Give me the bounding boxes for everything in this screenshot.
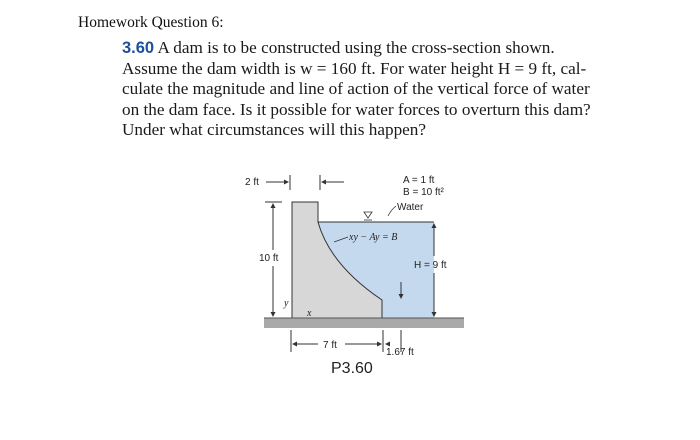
arrowhead-7ft-left: [292, 342, 297, 347]
problem-line-5: Under what circumstances will this happen?: [122, 120, 427, 140]
problem-number: 3.60: [122, 39, 155, 57]
label-H: H = 9 ft: [414, 260, 447, 271]
label-base-7ft: 7 ft: [323, 340, 337, 351]
label-A: A = 1 ft: [403, 175, 435, 186]
ground-strip: [264, 318, 464, 328]
free-surface-symbol: [364, 212, 372, 218]
problem-line-3: culate the magnitude and line of action of the vertical force of water: [122, 79, 590, 99]
label-B: B = 10 ft²: [403, 187, 444, 198]
label-x-axis: x: [307, 308, 312, 319]
label-curve-equation: xy − Ay = B: [349, 232, 398, 243]
water-leader-line: [388, 206, 396, 216]
arrowhead-offset: [385, 342, 390, 347]
problem-line-1: 3.60 A dam is to be constructed using the cross-section shown.: [122, 38, 555, 57]
problem-line-4: on the dam face. Is it possible for water forces to overturn this dam?: [122, 99, 591, 119]
homework-heading: Homework Question 6:: [78, 14, 224, 31]
label-y-axis: y: [284, 298, 289, 309]
arrowhead-10ft-top: [271, 203, 276, 208]
label-height-10ft: 10 ft: [259, 253, 279, 264]
problem-line-2: Assume the dam width is w = 160 ft. For water height H = 9 ft, cal-: [122, 58, 587, 78]
label-water: Water: [397, 202, 424, 213]
arrowhead-7ft-right: [377, 342, 382, 347]
arrowhead-10ft-bottom: [271, 312, 276, 317]
figure-caption: P3.60: [331, 360, 373, 377]
label-top-width: 2 ft: [245, 177, 259, 188]
arrowhead-top-left: [284, 180, 289, 185]
label-offset: 1.67 ft: [386, 347, 414, 358]
arrowhead-top-right: [321, 180, 326, 185]
